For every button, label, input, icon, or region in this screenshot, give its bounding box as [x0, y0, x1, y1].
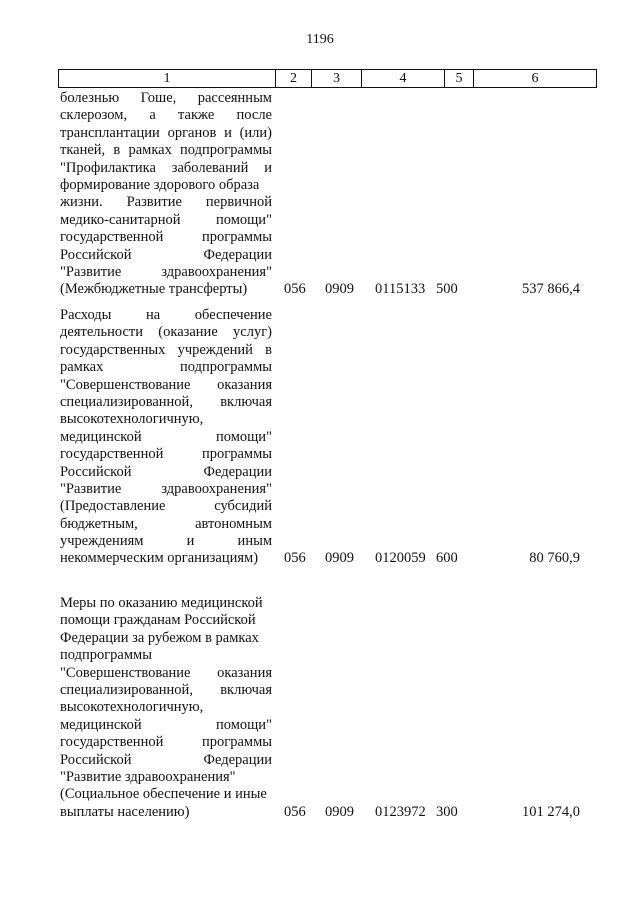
description-line: склерозом, а также после [60, 107, 272, 124]
description-line: Российской Федерации [60, 246, 272, 263]
description-line: трансплантации органов и (или) [60, 124, 272, 141]
page-number: 1196 [306, 32, 334, 47]
description-line: учреждениям и иным [60, 533, 272, 550]
table-header [58, 69, 597, 88]
description-line: "Совершенствование оказания [60, 376, 272, 393]
description-line: медицинской помощи" [60, 428, 272, 445]
description-line: государственной программы [60, 229, 272, 246]
description-line: государственной программы [60, 446, 272, 463]
description-line: "Профилактика заболеваний и [60, 159, 272, 176]
expense-type-code: 600 [436, 550, 458, 567]
ministry-code: 056 [284, 550, 306, 567]
description-line: болезнью Гоше, рассеянным [60, 90, 272, 106]
description-line: Российской Федерации [60, 463, 272, 480]
table-row [60, 90, 580, 299]
target-code: 0115133 [375, 281, 426, 298]
table-row [60, 595, 580, 821]
header-col-4: 4 [362, 70, 445, 87]
target-code: 0120059 [375, 550, 426, 567]
header-col-2: 2 [276, 70, 312, 87]
description-line: (Социальное обеспечение и иные [60, 786, 267, 803]
description-line: (Предоставление субсидий [60, 498, 272, 515]
expense-type-code: 300 [436, 803, 458, 820]
description-line: Расходы на обеспечение [60, 307, 272, 323]
description-line: медицинской помощи" [60, 716, 272, 733]
amount: 80 760,9 [529, 550, 580, 567]
description-line: "Развитие здравоохранения" [60, 263, 272, 280]
description-line: Федерации за рубежом в рамках [60, 629, 259, 646]
header-col-1: 1 [59, 70, 276, 87]
ministry-code: 056 [284, 803, 306, 820]
header-col-3: 3 [312, 70, 362, 87]
description-line: тканей, в рамках подпрограммы [60, 142, 272, 159]
description-line: высокотехнологичную, [60, 411, 204, 428]
amount: 537 866,4 [522, 281, 580, 298]
row-description [60, 90, 272, 299]
row-description [60, 595, 272, 821]
description-line: помощи гражданам Российской [60, 612, 256, 629]
description-line: рамках подпрограммы [60, 359, 272, 376]
description-line: специализированной, включая [60, 681, 272, 698]
description-line: высокотехнологичную, [60, 699, 204, 716]
description-line: деятельности (оказание услуг) [60, 324, 272, 341]
description-line: специализированной, включая [60, 393, 272, 410]
description-line: Меры по оказанию медицинской [60, 595, 263, 611]
description-line: "Развитие здравоохранения" [60, 768, 236, 785]
section-code: 0909 [325, 550, 354, 567]
description-line: Российской Федерации [60, 751, 272, 768]
description-line: "Совершенствование оказания [60, 664, 272, 681]
description-line: жизни. Развитие первичной [60, 194, 272, 211]
row-description [60, 307, 272, 568]
description-line: "Развитие здравоохранения" [60, 480, 272, 497]
section-code: 0909 [325, 281, 354, 298]
target-code: 0123972 [375, 803, 426, 820]
ministry-code: 056 [284, 281, 306, 298]
description-line: государственных учреждений в [60, 341, 272, 358]
description-line: подпрограммы [60, 647, 152, 664]
description-line: государственной программы [60, 734, 272, 751]
description-line: (Межбюджетные трансферты) [60, 281, 248, 298]
description-line: формирование здорового образа [60, 176, 260, 193]
description-line: выплаты населению) [60, 803, 190, 820]
amount: 101 274,0 [522, 803, 580, 820]
description-line: медико-санитарной помощи" [60, 211, 272, 228]
header-col-6: 6 [531, 71, 539, 86]
header-col-5: 5 [445, 70, 474, 87]
table-row [60, 307, 580, 568]
description-line: некоммерческим организациям) [60, 550, 259, 567]
description-line: бюджетным, автономным [60, 515, 272, 532]
section-code: 0909 [325, 803, 354, 820]
expense-type-code: 500 [436, 281, 458, 298]
